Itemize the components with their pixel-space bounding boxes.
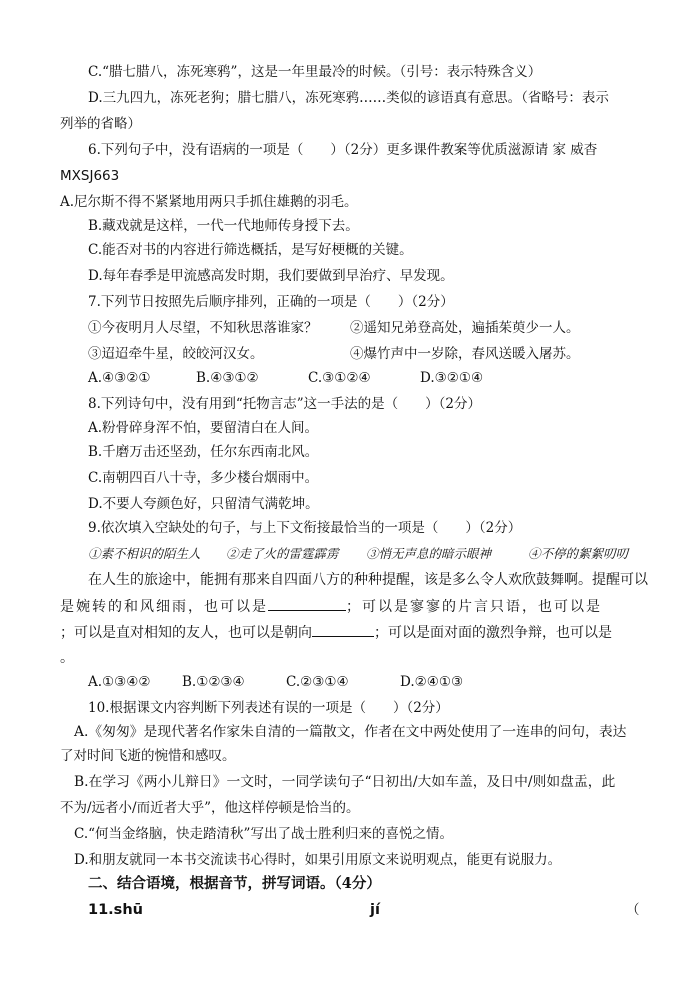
q9-passage-text: ；可以是面对面的激烈争辩，也可以是 bbox=[374, 625, 612, 641]
q9-stem: 9.依次填入空缺处的句子，与上下文衔接最恰当的一项是（ ）（2分） bbox=[88, 520, 522, 536]
q6-stem: 6.下列句子中，没有语病的一项是（ ）（2分）更多课件教案等优质滋源请 家 威杳 bbox=[88, 142, 598, 158]
q9-choice-4: ④不停的絮絮叨叨 bbox=[528, 546, 629, 561]
q6-option-a: A.尼尔斯不得不紧紧地用两只手抓住雄鹅的羽毛。 bbox=[60, 194, 358, 210]
q7-option-a: A.④③②① bbox=[88, 370, 151, 386]
q6-option-c: C.能否对书的内容进行筛选概括，是写好梗概的关键。 bbox=[88, 242, 413, 258]
q9-blank-1 bbox=[268, 596, 346, 611]
q9-option-d: D.②④①③ bbox=[400, 674, 464, 690]
q6-option-d: D.每年春季是甲流感高发时期，我们要做到早治疗、早发现。 bbox=[88, 268, 454, 284]
q8-option-b: B.千磨万击还坚劲，任尔东西南北风。 bbox=[88, 444, 319, 460]
q9-choice-2: ②走了火的雷霆霹雳 bbox=[226, 546, 339, 561]
q10-option-a-line2: 了对时间飞逝的惋惜和感叹。 bbox=[60, 748, 236, 764]
q9-passage-text: ；可以是直对相知的友人，也可以是朝向 bbox=[60, 625, 312, 641]
q9-option-a: A.①③④② bbox=[88, 674, 151, 690]
q10-option-b-line1: B.在学习《两小儿辩日》一文时，一同学读句子“日初出/大如车盖，及日中/则如盘盂，此 bbox=[74, 774, 616, 790]
q6-stem-code: MXSJ663 bbox=[60, 168, 120, 184]
q11-pinyin-1: 11.shū bbox=[88, 902, 143, 918]
section-2-heading: 二、结合语境，根据音节，拼写词语。（4分） bbox=[88, 875, 381, 892]
q8-option-c: C.南朝四百八十寺，多少楼台烟雨中。 bbox=[88, 470, 319, 486]
q9-passage-text: 是婉转的和风细雨，也可以是 bbox=[60, 599, 268, 615]
q5-option-c: C.“腊七腊八，冻死寒鸦”，这是一年里最冷的时候。（引号：表示特殊含义） bbox=[88, 64, 542, 80]
q9-passage-line4: 。 bbox=[60, 650, 74, 666]
q10-option-c: C.“何当金络脑，快走踏清秋”写出了战士胜利归来的喜悦之情。 bbox=[74, 826, 453, 842]
q9-choice-3: ③悄无声息的暗示眼神 bbox=[366, 546, 492, 561]
q9-passage-line3 bbox=[60, 622, 612, 643]
q9-choice-1: ①素不相识的陌生人 bbox=[88, 546, 201, 561]
q7-option-d: D.③②①④ bbox=[420, 370, 484, 386]
q7-sentence-2: ②遥知兄弟登高处，遍插茱萸少一人。 bbox=[350, 320, 580, 336]
q5-option-d-line2: 列举的省略） bbox=[60, 116, 141, 132]
q9-option-c: C.②③①④ bbox=[286, 674, 349, 690]
q11-pinyin-2: jí bbox=[370, 902, 380, 918]
q7-stem: 7.下列节日按照先后顺序排列，正确的一项是（ ）（2分） bbox=[88, 294, 454, 310]
q7-option-c: C.③①②④ bbox=[308, 370, 371, 386]
q9-passage-text: ；可以是寥寥的片言只语，也可以是 bbox=[346, 599, 602, 615]
q10-option-a-line1: A.《匆匆》是现代著名作家朱自清的一篇散文，作者在文中两处使用了一连串的问句，表达 bbox=[74, 724, 627, 740]
q10-option-b-line2: 不为/远者小/而近者大乎”，他这样停顿是恰当的。 bbox=[60, 800, 360, 816]
q9-passage-line2 bbox=[60, 596, 602, 617]
q6-option-b: B.藏戏就是这样，一代一代地师传身授下去。 bbox=[88, 218, 359, 234]
q5-option-d-line1: D.三九四九，冻死老狗；腊七腊八，冻死寒鸦……类似的谚语真有意思。（省略号：表示 bbox=[88, 90, 609, 106]
q7-sentence-1: ①今夜明月人尽望，不知秋思落谁家？ bbox=[88, 320, 318, 336]
q7-sentence-3: ③迢迢牵牛星，皎皎河汉女。 bbox=[88, 346, 264, 362]
q9-blank-2 bbox=[312, 622, 374, 637]
q11-paren: （ bbox=[626, 902, 640, 918]
q8-stem: 8.下列诗句中，没有用到“托物言志”这一手法的是（ ）（2分） bbox=[88, 396, 482, 412]
q9-option-b: B.①②③④ bbox=[182, 674, 245, 690]
q8-option-a: A.粉骨碎身浑不怕，要留清白在人间。 bbox=[88, 420, 319, 436]
q7-sentence-4: ④爆竹声中一岁除，春风送暖入屠苏。 bbox=[350, 346, 580, 362]
q10-stem: 10.根据课文内容判断下列表述有误的一项是（ ）（2分） bbox=[88, 700, 449, 716]
q7-option-b: B.④③①② bbox=[196, 370, 259, 386]
q9-passage-line1: 在人生的旅途中，能拥有那来自四面八方的种种提醒，该是多么令人欢欣鼓舞啊。提醒可以 bbox=[88, 572, 648, 588]
q8-option-d: D.不要人夸颜色好，只留清气满乾坤。 bbox=[88, 496, 319, 512]
q10-option-d: D.和朋友就同一本书交流读书心得时，如果引用原文来说明观点，能更有说服力。 bbox=[74, 852, 562, 868]
